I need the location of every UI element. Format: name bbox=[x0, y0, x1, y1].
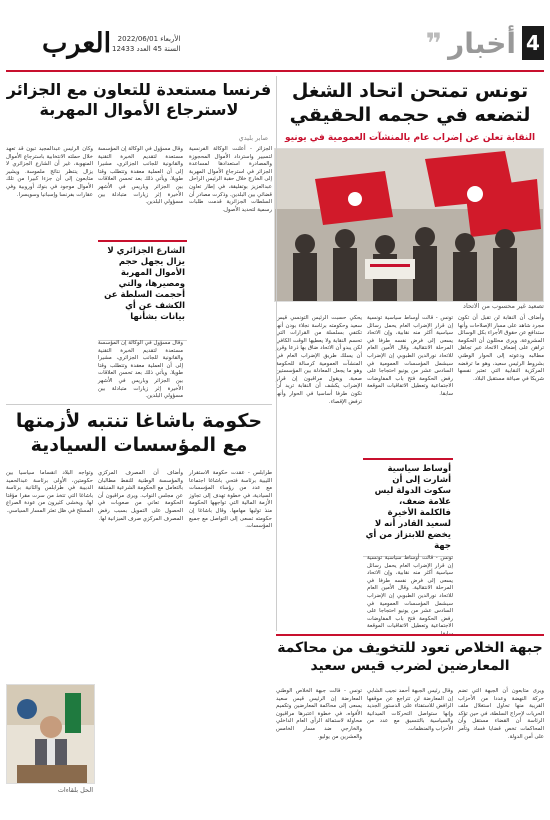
france-headline-line1: فرنسا مستعدة للتعاون مع الجزائر bbox=[6, 80, 272, 99]
france-body-col3: وكان الرئيس عبدالمجيد تبون قد تعهد خلال حملته الانتخابية باسترجاع الأموال المنهوبة، غير أن الشارع الجزائري لا يزال ينتظر نتائج ملموسة. ويشير متابعون إلى أن جزءا كبيرا من تلك الأموال موجود في بنوك أوروبية وفي عقارات بفرنسا وإسبانيا وسويسرا. bbox=[6, 146, 93, 198]
column-divider bbox=[276, 76, 277, 631]
date-line: الأربعاء 2022/06/01 bbox=[117, 35, 181, 43]
person-illustration bbox=[7, 685, 94, 783]
tunisia-body-col3: وأضاف أن النقابة لن تقبل أن تكون مجرد شاهد على مسار الإصلاحات وأنها ستدافع عن حقوق الأجراء بكل الوسائل المشروعة. ويرى محللون أن الحكومة تراهن على إضعاف الاتحاد عبر تجاهل مطالبه ودعوته إلى الحوار الوطني بشروط الرئيس سعيد، وهو ما ترفضه المركزية النقابية التي تعتبر نفسها شريكا في صياغة مستقبل البلاد. bbox=[458, 315, 544, 382]
france-body-col2b: وقال مسؤول في الوكالة إن المؤسسة مستعدة لتقديم الخبرة التقنية والقانونية للجانب الجزائري، مشيرا إلى أن العملية معقدة وتتطلب وقتا طويلا. ويأتي ذلك بعد تحسن العلاقات بين الجزائر وباريس في الأشهر الأخيرة إثر زيارات متبادلة بين مسؤولي البلدين. bbox=[98, 340, 183, 400]
tunisia-body-col1: يحكي حسبت الرئيس التونسي قيس سعيد وحكومته برئاسة نجلاء بودن أنها تكتفي بسلسلة من القرارات التي تحسم النقابة ولا يعطيها الوقت الكافي لكن يبدو أن الاتحاد ضاق بها ذرعا وقرر أن يسلك طريق الإضراب العام في المنشآت العمومية كرسالة للحكومة وهو ما يجعل المعادلة بين المؤسستين صعبة. ويقول مراقبون إن قرار الإضراب يكشف أن النقابة تريد أن تكون طرفا أساسيا في الحوار وأنها ترفض الإقصاء. bbox=[276, 315, 362, 405]
salvation-body-col2: وقال رئيس الجبهة أحمد نجيب الشابي إن المعارضة لن تتراجع عن موقفها الرافض للاستفتاء على الدستور الجديد وإنها ستواصل التحركات الميدانية والسياسية بالتنسيق مع عدد من الأحزاب والمنظمات. bbox=[367, 688, 453, 732]
tunisia-image-caption: تصعيد غير محسوب من الاتحاد bbox=[463, 302, 544, 310]
libya-body-col2: وأضاف أن المصرف المركزي والمؤسسة الوطنية للنفط مطالبان بالتعامل مع الحكومة الشرعية المنبثقة عن مجلس النواب. ويرى مراقبون أن الحكومة تعاني من صعوبات في الحصول على التمويل بسبب رفض المصرف المركزي صرف الميزانية لها. bbox=[98, 470, 183, 522]
tunisia-headline bbox=[276, 80, 544, 128]
salvation-headline-line1: جبهة الخلاص تعود للتخويف من محاكمة bbox=[277, 640, 543, 656]
tunisia-body-col2b: تونس - قالت أوساط سياسية تونسية إن قرار الإضراب العام يحمل رسائل سياسية أكثر منه نقابية، وإن الاتحاد يسعى إلى فرض نفسه طرفا في المرحلة الانتقالية. وقال الأمين العام للاتحاد نورالدين الطبوبي إن الإضراب سيشمل المؤسسات العمومية في السادس عشر من يونيو احتجاجا على رفض الحكومة فتح باب المفاوضات الاجتماعية وتعطيل الاتفاقيات الموقعة سابقا. bbox=[367, 555, 453, 637]
libya-headline bbox=[6, 410, 272, 458]
france-body-col1: الجزائر - أعلنت الوكالة الفرنسية لتسيير واسترداد الأموال المحجوزة والمصادرة استعدادها لمساعدة الجزائر في استرجاع الأموال المهربة إلى الخارج خلال حقبة الرئيس الراحل عبدالعزيز بوتفليقة، في إطار تعاون قضائي بين البلدين. وذكرت مصادر أن السلطات الجزائرية قدمت طلبات رسمية لتحديد الأصول. bbox=[189, 146, 272, 213]
header-rule bbox=[6, 70, 544, 72]
tunisia-protest-photo bbox=[274, 148, 544, 302]
section-name: أخبار bbox=[448, 26, 516, 60]
salvation-headline bbox=[276, 640, 544, 675]
libya-headline-line1: حكومة باشاغا تنتبه لأزمتها bbox=[15, 410, 263, 432]
france-headline bbox=[6, 80, 272, 120]
tunisia-headline-line1: تونس تمتحن اتحاد الشغل bbox=[291, 80, 529, 102]
salvation-body-col1: تونس - قالت جبهة الخلاص الوطني المعارضة إن الرئيس قيس سعيد يسعى إلى محاكمة المعارضين وتكميم الأفواه، في خطوة اعتبرها مراقبون محاولة لاستمالة الرأي العام الداخلي والخارجي ضد مسار الخامس والعشرين من يوليو. bbox=[276, 688, 362, 740]
france-author: صابر بليدي bbox=[238, 134, 268, 142]
libya-headline-line2: مع المؤسسات السيادية bbox=[30, 433, 248, 456]
date-block bbox=[112, 34, 180, 54]
tunisia-subhead: النقابة تعلن عن إضراب عام بالمنشآت العمومية في يونيو bbox=[284, 133, 536, 143]
protest-illustration bbox=[275, 149, 543, 301]
masthead bbox=[6, 24, 544, 68]
quote-icon: ❞ bbox=[425, 26, 443, 60]
france-headline-line2: لاسترجاع الأموال المهربة bbox=[39, 100, 239, 119]
france-pull-quote: الشارع الجزائري لا يزال يجهل حجم الأموال المهربة ومصيرها، والتي أحجمت السلطة عن الكشف عن أي بيانات بشأنها bbox=[98, 240, 187, 341]
section-number: 4 bbox=[522, 26, 544, 60]
salvation-body-col3: ويرى متابعون أن الجبهة التي تضم حركة النهضة وعددا من الأحزاب القريبة منها تحاول استغلال ملف الحريات لإحراج السلطة، في حين تؤكد الرئاسة أن القضاء مستقل وأن المحاكمات تخص قضايا فساد وتآمر على أمن الدولة. bbox=[458, 688, 544, 740]
libya-body-col3: وتواجه البلاد انقساما سياسيا بين حكومتين، الأولى برئاسة عبدالحميد الدبيبة في طرابلس والثانية برئاسة باشاغا التي تتخذ من سرت مقرا مؤقتا لها. ويخشى كثيرون من عودة الصراع المسلح في ظل تعثر المسار السياسي. bbox=[6, 470, 93, 514]
france-body-col2: وقال مسؤول في الوكالة إن المؤسسة مستعدة لتقديم الخبرة التقنية والقانونية للجانب الجزائري، مشيرا إلى أن العملية معقدة وتتطلب وقتا طويلا. ويأتي ذلك بعد تحسن العلاقات بين الجزائر وباريس في الأشهر الأخيرة إثر زيارات متبادلة بين مسؤولي البلدين. bbox=[98, 146, 183, 206]
issue-line: السنة 45 العدد 12433 bbox=[112, 45, 181, 53]
section-header bbox=[426, 24, 544, 62]
france-libya-divider bbox=[6, 404, 272, 405]
libya-body-col1: طرابلس - عقدت حكومة الاستقرار الليبية برئاسة فتحي باشاغا اجتماعا مع عدد من رؤساء المؤسسات السيادية، في خطوة تهدف إلى تجاوز الأزمة المالية التي تواجهها الحكومة منذ توليها مهامها. وقال باشاغا إن حكومته تسعى إلى التواصل مع جميع المؤسسات. bbox=[189, 470, 272, 530]
libya-image-caption: الحل بلقاءات bbox=[57, 786, 93, 794]
salvation-top-rule bbox=[276, 634, 544, 636]
tunisia-pull-quote: أوساط سياسية أشارت إلى أن سكوت الدولة ليس علامة ضعف، فالكلمة الأخيرة لسعيد القادر أنه لا يخضع للابتزاز من أي جهة bbox=[363, 458, 453, 557]
newspaper-logo: العرب bbox=[42, 28, 112, 59]
tunisia-body-col2: تونس - قالت أوساط سياسية تونسية إن قرار الإضراب العام يحمل رسائل سياسية أكثر منه نقابية، وإن الاتحاد يسعى إلى فرض نفسه طرفا في المرحلة الانتقالية. وقال الأمين العام للاتحاد نورالدين الطبوبي إن الإضراب سيشمل المؤسسات العمومية في السادس عشر من يونيو احتجاجا على رفض الحكومة فتح باب المفاوضات الاجتماعية وتعطيل الاتفاقيات الموقعة سابقا. bbox=[367, 315, 453, 397]
libya-bashagha-photo bbox=[6, 684, 95, 784]
salvation-headline-line2: المعارضين لضرب قيس سعيد bbox=[310, 657, 510, 674]
tunisia-headline-line2: لتضعه في حجمه الحقيقي bbox=[289, 103, 531, 126]
